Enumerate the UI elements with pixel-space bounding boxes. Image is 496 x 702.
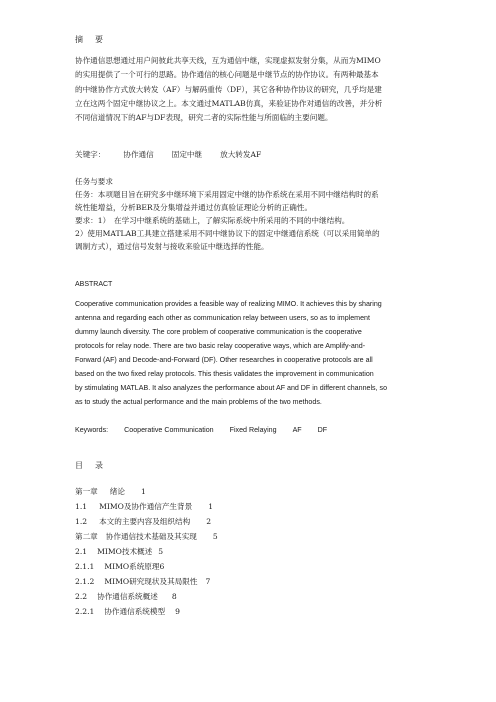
toc-entry-number: 2.2.1 [75,607,95,616]
toc-entry-page: 1 [140,487,146,496]
task-line-2: 统性能增益，分析BER及分集增益并通过仿真验证理论分析的正确性。 [75,203,313,212]
task-line-4: 2）使用MATLAB工具建立搭建采用不同中继协议下的固定中继通信系统（可以采用简单的 [75,229,380,238]
keywords-en-label: Keywords: [75,426,109,434]
toc-entry[interactable] [75,561,164,572]
toc-entry[interactable] [75,501,213,512]
toc-entry-page: 5 [158,547,164,556]
toc-entry[interactable] [75,606,180,617]
abstract-cn-line-1: 协作通信思想通过用户间彼此共享天线，互为通信中继，实现虚拟发射分集，从而为MIMO [75,56,381,65]
toc-entry-title: MIMO研究现状及其局限性 [104,577,198,586]
toc-entry-page: 8 [171,592,177,601]
abstract-en-heading: ABSTRACT [75,281,113,288]
abstract-en-line-5: Forward (AF) and Decode-and-Forward (DF). Other researches in cooperative protocols are all [75,356,373,364]
toc-entry-title: 协作通信系统概述 [97,592,158,601]
toc-entry-number: 2.1 [75,547,88,556]
toc-entry-page: 2 [206,517,212,526]
abstract-en-line-2: antenna and regarding each other as communication relay between users, so as to implement [75,314,370,322]
toc-entry-title: 协作通信技术基础及其实现 [105,532,197,541]
abstract-cn-line-2: 的实用提供了一个可行的思路。协作通信的核心问题是中继节点的协作协议。有两种最基本 [75,70,379,79]
keywords-cn [75,149,261,160]
abstract-cn-line-3: 的中继协作方式放大转发（AF）与解码重传（DF），其它各种协作协议的研究，几乎均是建 [75,85,382,94]
abstract-en-line-8: as to study the actual performance and the main problems of the two methods. [75,398,322,406]
keyword-cn-1: 协作通信 [123,150,154,159]
keyword-en-2: Fixed Relaying [229,426,277,434]
abstract-en-line-7: by stimulating MATLAB. It also analyzes the performance about AF and DF in different channels, so [75,384,388,392]
toc-entry-page: 6 [159,562,165,571]
toc-entry-number: 2.2 [75,592,88,601]
toc-entry[interactable] [75,591,177,602]
toc-entry-number: 1.1 [75,502,88,511]
toc-entry-number: 第一章 [75,487,98,496]
keywords-en [75,425,327,436]
abstract-en-line-3: dummy launch diversity. The core problem of cooperative communication is the cooperative [75,328,362,336]
toc-entry-title: 协作通信系统模型 [104,607,166,616]
toc-entry-page: 7 [205,577,211,586]
keyword-en-1: Cooperative Communication [124,426,214,434]
toc-entry-number: 2.1.2 [75,577,95,586]
toc-entry[interactable] [75,486,146,497]
abstract-en-line-1: Cooperative communication provides a feasible way of realizing MIMO. It achieves this by sharing [75,300,382,308]
task-line-3: 要求：1） 在学习中继系统的基础上，了解实际系统中所采用的不同的中继结构。 [75,216,350,225]
abstract-cn-heading: 摘 要 [75,35,105,44]
toc-entry-title: MIMO及协作通信产生背景 [99,502,193,511]
toc-entry-title: 绪论 [109,487,125,496]
toc-entry-page: 5 [212,532,218,541]
keyword-en-4: DF [317,426,328,434]
keywords-cn-label: 关键字： [75,150,106,159]
task-line-5: 调制方式），通过信号发射与接收来验证中继选择的性能。 [75,242,269,251]
abstract-cn-line-4: 立在这两个固定中继协议之上。本文通过MATLAB仿真，来验证协作对通信的改善，并分析 [75,99,383,108]
abstract-en-line-4: protocols for relay node. There are two basic relay cooperative ways, which are Amplify-and- [75,342,366,350]
toc-entry-number: 1.2 [75,517,88,526]
toc-entry-title: MIMO系统原理 [104,562,160,571]
keyword-cn-3: 放大转发AF [220,150,262,159]
toc-entry[interactable] [75,516,211,527]
toc-entry[interactable] [75,546,163,557]
toc-entry-page: 9 [175,607,180,616]
abstract-en-line-6: based on the two fixed relay protocols. This thesis validates the improvement in communication [75,370,374,378]
toc-entry-title: 本文的主要内容及组织结构 [99,517,191,526]
keyword-en-3: AF [292,426,302,434]
task-line-1: 任务：本项题目旨在研究多中继环境下采用固定中继的协作系统在采用不同中继结构时的系 [75,190,379,199]
toc-entry[interactable] [75,576,210,587]
abstract-cn-line-5: 不同信道情况下的AF与DF表现，研究二者的实际性能与所面临的主要问题。 [75,113,333,122]
toc-heading: 目 录 [75,461,105,470]
toc-entry-title: MIMO技术概述 [97,547,153,556]
keyword-cn-2: 固定中继 [171,150,203,159]
toc-entry[interactable] [75,531,218,542]
task-heading: 任务与要求 [75,177,113,186]
toc-entry-number: 2.1.1 [75,562,95,571]
toc-entry-number: 第二章 [75,532,98,541]
toc-entry-page: 1 [208,502,214,511]
